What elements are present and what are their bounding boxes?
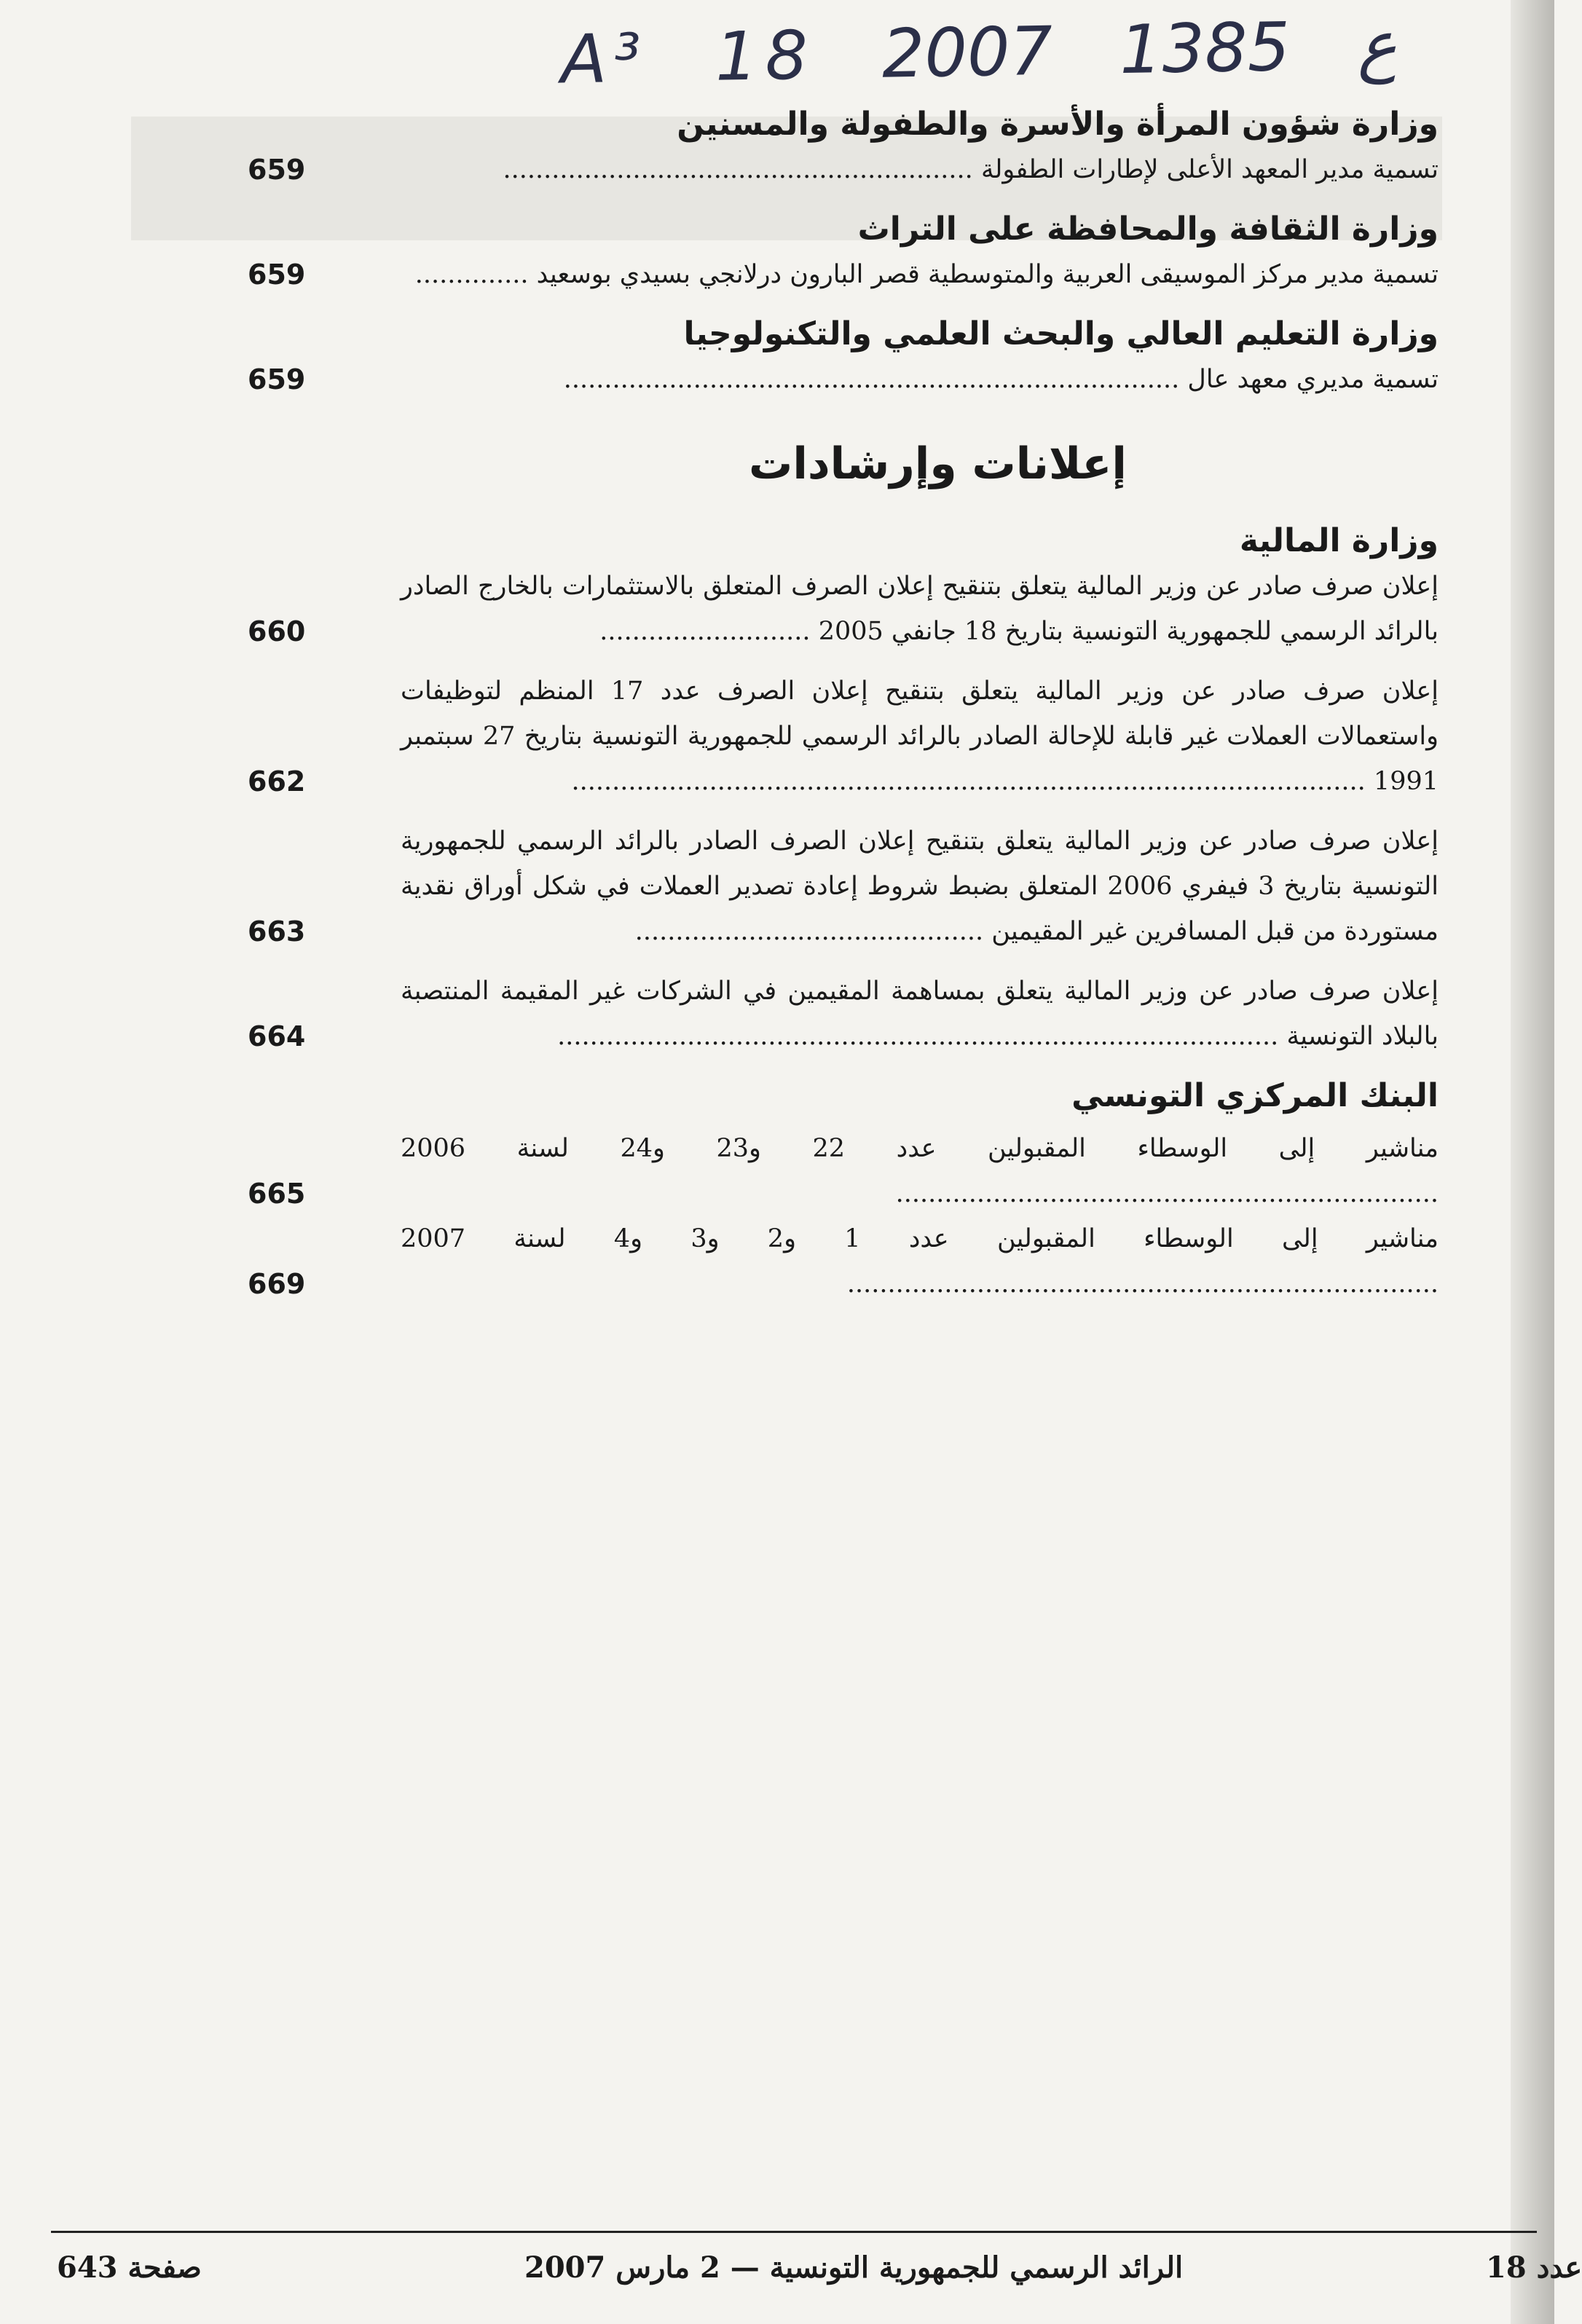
- toc-entry[interactable]: إعلان صرف صادر عن وزير المالية يتعلق بتنقيح إعلان الصرف المتعلق بالاستثمارات بالخارج الصادر بالرائد الرسمي للجمهورية التونسية بتاريخ 18 جانفي 2005 .......................... 660: [299, 564, 1439, 654]
- entry-text: مناشير إلى الوسطاء المقبولين عدد 22 و23 و24 لسنة 2006: [401, 1134, 1439, 1163]
- toc-entry[interactable]: تسمية مدير المعهد الأعلى لإطارات الطفولة .......................................................... 659: [299, 147, 1439, 192]
- toc-entry[interactable]: مناشير إلى الوسطاء المقبولين عدد 1 و2 و3 و4 لسنة 2007 ......................................................................... 669: [299, 1216, 1439, 1307]
- handwriting-token: ع: [1356, 6, 1398, 85]
- ministry-heading: البنك المركزي التونسي: [1071, 1077, 1439, 1114]
- toc-entry[interactable]: مناشير إلى الوسطاء المقبولين عدد 22 و23 و24 لسنة 2006 ................................................................... 665: [299, 1126, 1439, 1216]
- entry-page-number: 663: [248, 915, 306, 948]
- entry-text: إعلان صرف صادر عن وزير المالية يتعلق بتنقيح إعلان الصرف المتعلق بالاستثمارات بالخارج الصادر بالرائد الرسمي للجمهورية التونسية بتاريخ 18 جانفي 2005: [401, 572, 1439, 646]
- table-of-contents: [248, 102, 1439, 1307]
- footer-divider: [51, 2231, 1537, 2233]
- entry-page-number: 669: [248, 1268, 306, 1300]
- entry-text: مناشير إلى الوسطاء المقبولين عدد 1 و2 و3 و4 لسنة 2007: [401, 1224, 1439, 1253]
- entry-page-number: 659: [248, 363, 306, 395]
- entry-page-number: 665: [248, 1178, 306, 1210]
- handwritten-annotation: [560, 6, 1436, 99]
- entry-page-number: 659: [248, 259, 306, 291]
- entry-text: إعلان صرف صادر عن وزير المالية يتعلق بتنقيح إعلان الصرف الصادر بالرائد الرسمي للجمهورية التونسية بتاريخ 3 فيفري 2006 المتعلق بضبط شروط إعادة تصدير العملات في شكل أوراق نقدية مستوردة من قبل المسافرين غير المقيمين: [401, 827, 1439, 946]
- ministry-heading: وزارة شؤون المرأة والأسرة والطفولة والمسنين: [677, 106, 1439, 143]
- page-edge: [1511, 0, 1554, 2324]
- entry-text: تسمية مديري معهد عال: [1187, 365, 1439, 394]
- entry-text: تسمية مدير المعهد الأعلى لإطارات الطفولة: [980, 155, 1439, 184]
- announcements-title: إعلانات وإرشادات: [749, 438, 1127, 489]
- handwriting-token: 2007: [881, 12, 1053, 93]
- toc-entry[interactable]: إعلان صرف صادر عن وزير المالية يتعلق بتنقيح إعلان الصرف عدد 17 المنظم لتوظيفات واستعمالات العملات غير قابلة للإحالة الصادر بالرائد الرسمي للجمهورية التونسية بتاريخ 27 سبتمبر 1991 .................................................................................................. 662: [299, 669, 1439, 804]
- ministry-heading: وزارة التعليم العالي والبحث العلمي والتكنولوجيا: [683, 315, 1439, 352]
- entry-page-number: 662: [248, 765, 306, 797]
- ministry-heading: وزارة الثقافة والمحافظة على التراث: [857, 210, 1439, 248]
- footer-journal-title: الرائد الرسمي للجمهورية التونسية — 2 مارس 2007: [524, 2250, 1184, 2285]
- footer-page-label: صفحة 643: [57, 2250, 202, 2285]
- handwriting-token: A³: [560, 19, 649, 99]
- entry-page-number: 659: [248, 154, 306, 186]
- entry-page-number: 664: [248, 1020, 306, 1052]
- handwriting-token: 1385: [1119, 8, 1291, 90]
- entry-page-number: 660: [248, 615, 306, 647]
- toc-entry[interactable]: إعلان صرف صادر عن وزير المالية يتعلق بمساهمة المقيمين في الشركات غير المقيمة المنتصبة بالبلاد التونسية ......................................................................................... 664: [299, 969, 1439, 1059]
- handwriting-token: 18: [714, 16, 816, 96]
- toc-entry[interactable]: تسمية مدير مركز الموسيقى العربية والمتوسطية قصر البارون درلانجي بسيدي بوسعيد .............. 659: [299, 252, 1439, 297]
- ministry-heading: وزارة المالية: [1239, 522, 1439, 559]
- toc-entry[interactable]: تسمية مديري معهد عال ............................................................................ 659: [299, 357, 1439, 402]
- toc-entry[interactable]: إعلان صرف صادر عن وزير المالية يتعلق بتنقيح إعلان الصرف الصادر بالرائد الرسمي للجمهورية التونسية بتاريخ 3 فيفري 2006 المتعلق بضبط شروط إعادة تصدير العملات في شكل أوراق نقدية مستوردة من قبل المسافرين غير المقيمين ........................................... 663: [299, 819, 1439, 954]
- entry-text: إعلان صرف صادر عن وزير المالية يتعلق بتنقيح إعلان الصرف عدد 17 المنظم لتوظيفات واستعمالات العملات غير قابلة للإحالة الصادر بالرائد الرسمي للجمهورية التونسية بتاريخ 27 سبتمبر 1991: [401, 677, 1439, 796]
- footer-issue-number: عدد 18: [1486, 2250, 1582, 2285]
- entry-text: إعلان صرف صادر عن وزير المالية يتعلق بمساهمة المقيمين في الشركات غير المقيمة المنتصبة بالبلاد التونسية: [401, 977, 1439, 1051]
- entry-text: تسمية مدير مركز الموسيقى العربية والمتوسطية قصر البارون درلانجي بسيدي بوسعيد: [536, 260, 1439, 289]
